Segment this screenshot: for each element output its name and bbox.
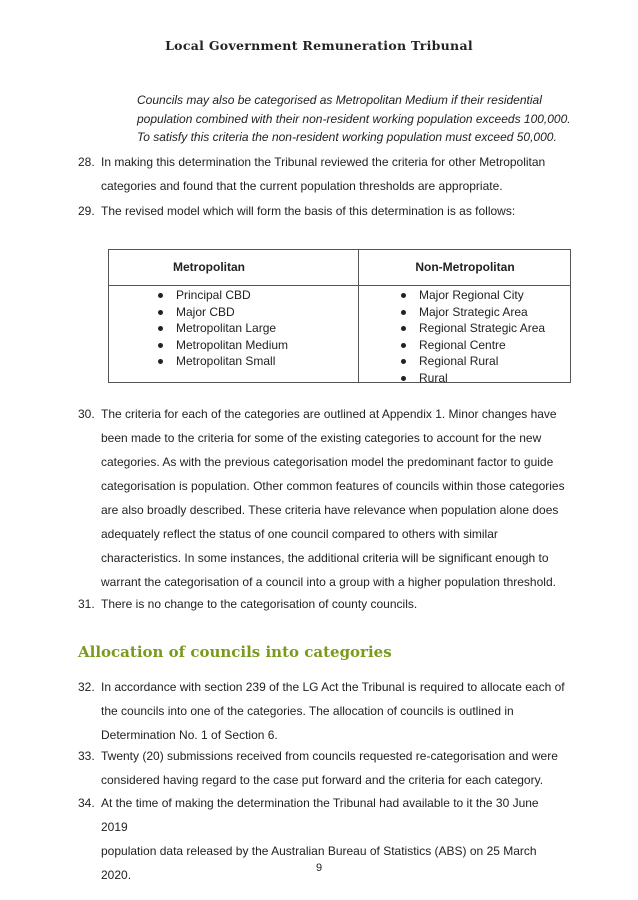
paragraph-text — [101, 150, 568, 198]
category-table — [108, 249, 571, 383]
paragraph-number: 33. — [78, 749, 95, 763]
paragraph-line: The criteria for each of the categories are outlined at Appendix 1. Minor changes have — [101, 407, 557, 421]
list-item: Major CBD — [156, 304, 288, 321]
paragraph-line: the councils into one of the categories. The allocation of councils is outlined in — [101, 704, 514, 718]
table-header-non-metropolitan: Non-Metropolitan — [415, 260, 515, 274]
paragraph-line: The revised model which will form the basis of this determination is as follows: — [101, 204, 516, 218]
list-item: Principal CBD — [156, 287, 288, 304]
paragraph-33 — [78, 744, 568, 792]
list-item: Major Regional City — [399, 287, 545, 304]
paragraph-31 — [78, 592, 568, 616]
page-header-title: Local Government Remuneration Tribunal — [165, 38, 473, 53]
list-item: Regional Rural — [399, 353, 545, 370]
paragraph-line: categories. As with the previous categorisation model the predominant factor to guide — [101, 455, 554, 469]
paragraph-line: categories and found that the current population thresholds are appropriate. — [101, 179, 503, 193]
list-item: Metropolitan Medium — [156, 337, 288, 354]
paragraph-number: 32. — [78, 680, 95, 694]
paragraph-line: Determination No. 1 of Section 6. — [101, 728, 278, 742]
list-item: Rural — [399, 370, 545, 387]
paragraph-30 — [78, 402, 568, 594]
paragraph-number: 34. — [78, 796, 95, 810]
section-heading: Allocation of councils into categories — [78, 643, 392, 661]
page-number: 9 — [315, 862, 323, 874]
table-header-metropolitan: Metropolitan — [173, 260, 245, 274]
non-metropolitan-list — [399, 287, 545, 386]
italic-note-line: population combined with their non-resident working population exceeds 100,000. — [137, 111, 571, 126]
list-item: Major Strategic Area — [399, 304, 545, 321]
paragraph-line: population data released by the Australian Bureau of Statistics (ABS) on 25 March 2020. — [101, 844, 537, 882]
metropolitan-list — [156, 287, 288, 370]
paragraph-line: adequately reflect the status of one council compared to others with similar — [101, 527, 498, 541]
paragraph-line: considered having regard to the case put forward and the criteria for each category. — [101, 773, 544, 787]
list-item: Metropolitan Large — [156, 320, 288, 337]
paragraph-line: been made to the criteria for some of the existing categories to account for the new — [101, 431, 542, 445]
paragraph-number: 30. — [78, 407, 95, 421]
paragraph-line: categorisation is population. Other common features of councils within those categories — [101, 479, 565, 493]
paragraph-32 — [78, 675, 568, 747]
list-item: Regional Strategic Area — [399, 320, 545, 337]
paragraph-text — [101, 675, 568, 747]
paragraph-line: characteristics. In some instances, the additional criteria will be significant enough to — [101, 551, 549, 565]
paragraph-29 — [78, 199, 568, 223]
paragraph-line: There is no change to the categorisation of county councils. — [101, 597, 418, 611]
paragraph-line: At the time of making the determination the Tribunal had available to it the 30 June 2019 — [101, 796, 539, 834]
paragraph-line: Twenty (20) submissions received from councils requested re-categorisation and were — [101, 749, 558, 763]
paragraph-number: 31. — [78, 597, 95, 611]
paragraph-line: warrant the categorisation of a council into a group with a higher population threshold. — [101, 575, 556, 589]
paragraph-line: In accordance with section 239 of the LG Act the Tribunal is required to allocate each of — [101, 680, 565, 694]
italic-note-line: To satisfy this criteria the non-resident working population must exceed 50,000. — [137, 130, 557, 144]
paragraph-line: are also broadly described. These criteria have relevance when population alone does — [101, 503, 559, 517]
list-item: Regional Centre — [399, 337, 545, 354]
paragraph-text — [101, 402, 568, 594]
paragraph-text — [101, 744, 568, 792]
italic-note-line: Councils may also be categorised as Metropolitan Medium if their residential — [137, 93, 542, 107]
paragraph-text — [101, 199, 568, 223]
list-item: Metropolitan Small — [156, 353, 288, 370]
paragraph-text — [101, 592, 568, 616]
table-header-divider — [109, 285, 570, 286]
paragraph-number: 28. — [78, 155, 95, 169]
paragraph-28 — [78, 150, 568, 198]
paragraph-number: 29. — [78, 204, 95, 218]
paragraph-line: In making this determination the Tribunal reviewed the criteria for other Metropolitan — [101, 155, 546, 169]
italic-note — [137, 91, 607, 147]
